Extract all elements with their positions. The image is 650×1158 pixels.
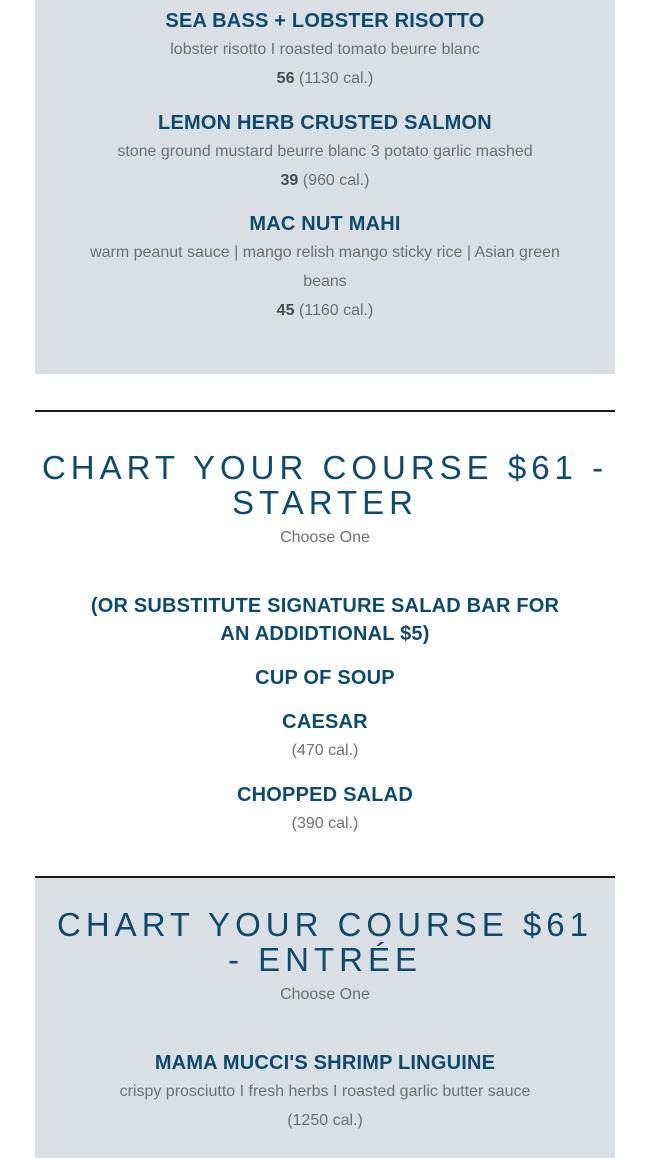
entree-heading-line1: CHART YOUR COURSE $61 bbox=[57, 906, 593, 943]
menu-item-price: 56 bbox=[276, 70, 295, 87]
menu-item-price: 39 bbox=[280, 172, 299, 189]
menu-item-price-line bbox=[35, 296, 615, 325]
menu-item-title: (OR SUBSTITUTE SIGNATURE SALAD BAR FOR AN ADDIDTIONAL $5) bbox=[90, 595, 560, 645]
starter-heading-line2: STARTER bbox=[232, 484, 418, 521]
menu-item-title: CAESAR bbox=[282, 711, 368, 733]
menu-item-calories: (1160 cal.) bbox=[298, 302, 374, 319]
menu-item-description: warm peanut sauce | mango relish mango sticky rice | Asian green beans bbox=[90, 244, 560, 290]
menu-item-shrimp-linguine bbox=[35, 1049, 615, 1135]
section-divider bbox=[35, 410, 615, 412]
menu-item-salmon bbox=[35, 109, 615, 195]
menu-item-calories: (960 cal.) bbox=[302, 172, 370, 189]
entree-section-heading bbox=[35, 907, 615, 977]
menu-item-description: stone ground mustard beurre blanc 3 potato garlic mashed bbox=[117, 143, 533, 160]
menu-item-title: SEA BASS + LOBSTER RISOTTO bbox=[165, 10, 485, 32]
menu-item-title: LEMON HERB CRUSTED SALMON bbox=[158, 112, 492, 134]
menu-item-mahi bbox=[35, 210, 615, 325]
menu-item-calories: (390 cal.) bbox=[291, 815, 359, 832]
starter-section-heading bbox=[35, 450, 615, 520]
menu-item-caesar bbox=[35, 708, 615, 765]
menu-item-price-line bbox=[35, 64, 615, 93]
menu-item-title: MAMA MUCCI'S SHRIMP LINGUINE bbox=[154, 1052, 496, 1074]
starter-choose-one: Choose One bbox=[280, 529, 370, 546]
menu-item-calories: (1130 cal.) bbox=[298, 70, 374, 87]
entree-choose-one: Choose One bbox=[280, 986, 370, 1003]
menu-item-description: lobster risotto I roasted tomato beurre blanc bbox=[170, 41, 480, 58]
menu-item-cup-of-soup bbox=[35, 664, 615, 692]
menu-item-sea-bass bbox=[35, 7, 615, 93]
menu-item-calories: (1250 cal.) bbox=[287, 1112, 363, 1129]
menu-item-salad-bar-substitute bbox=[35, 592, 615, 648]
starter-heading-line1: CHART YOUR COURSE $61 - bbox=[41, 449, 609, 486]
menu-item-chopped-salad bbox=[35, 781, 615, 838]
menu-item-description: crispy prosciutto I fresh herbs I roasted garlic butter sauce bbox=[119, 1083, 531, 1100]
menu-item-title: CUP OF SOUP bbox=[255, 667, 395, 689]
menu-item-title: CHOPPED SALAD bbox=[237, 784, 413, 806]
menu-item-calories: (470 cal.) bbox=[291, 742, 359, 759]
menu-item-price-line bbox=[35, 166, 615, 195]
menu-item-title: MAC NUT MAHI bbox=[249, 213, 401, 235]
entree-heading-line2: - ENTRÉE bbox=[227, 941, 422, 978]
menu-item-price: 45 bbox=[276, 302, 295, 319]
